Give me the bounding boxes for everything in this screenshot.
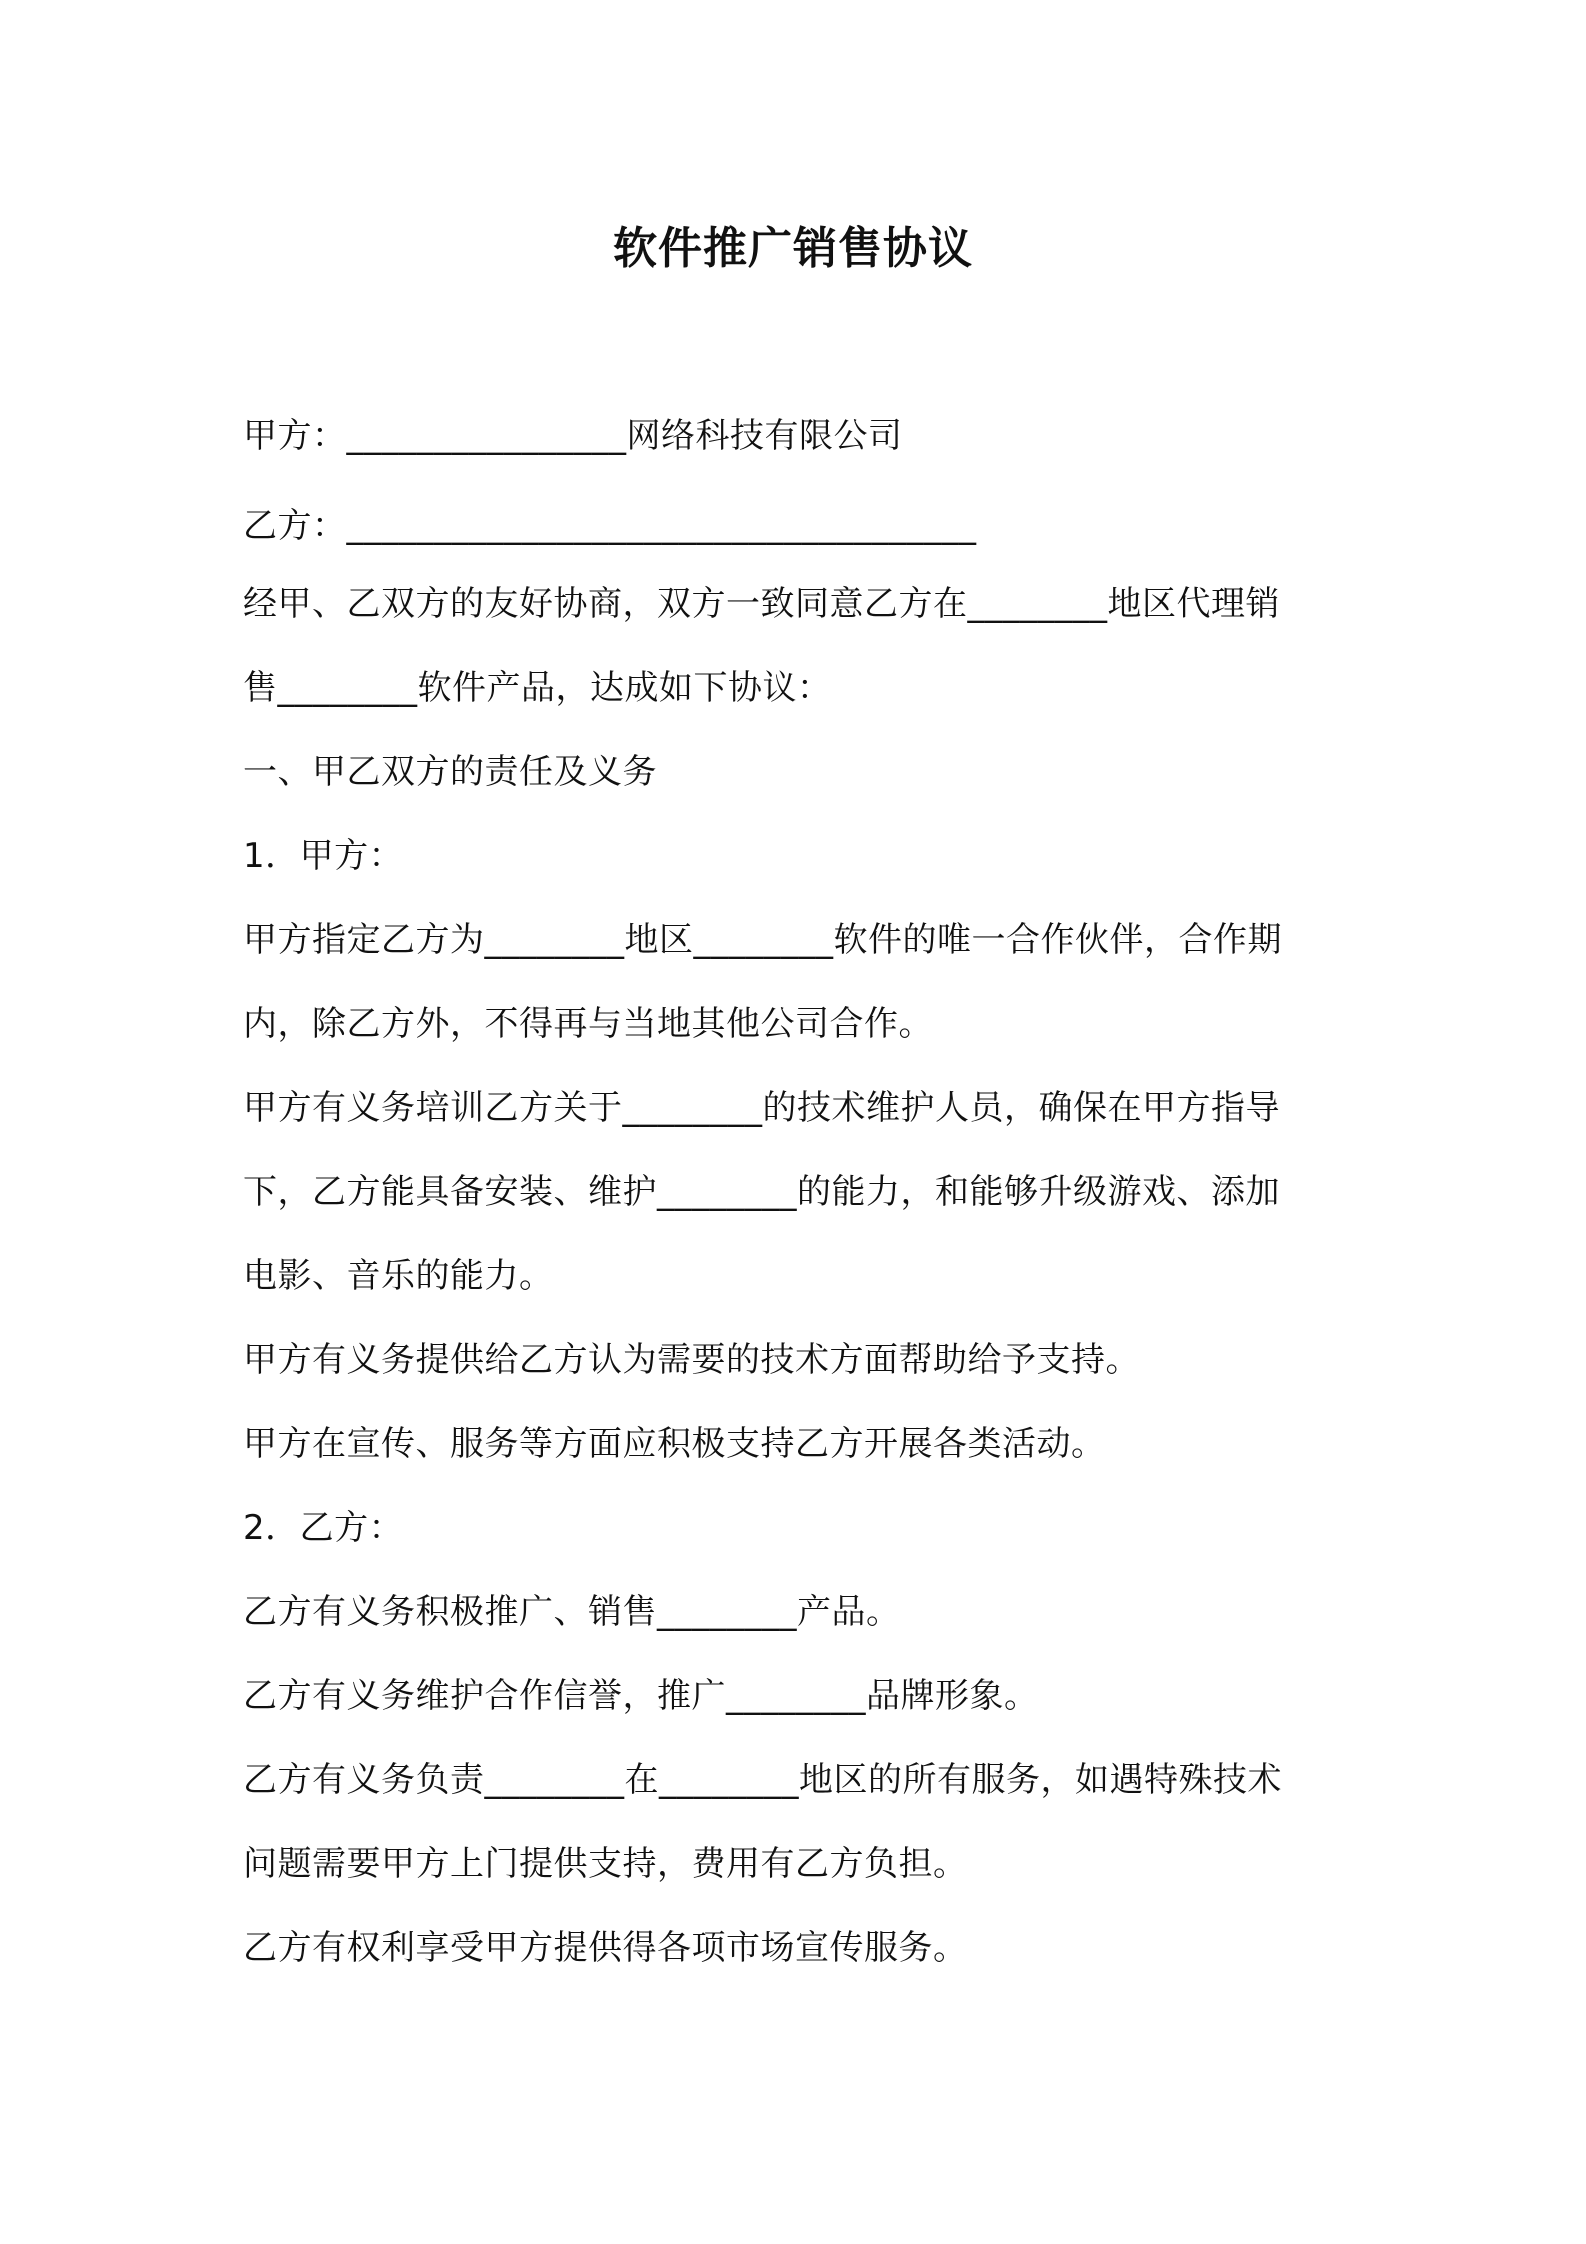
paragraph-line: 下，乙方能具备安装、维护________的能力，和能够升级游戏、添加 [243,1172,1280,1212]
paragraph-line: 问题需要甲方上门提供支持，费用有乙方负担。 [243,1844,968,1884]
subsection-heading: 1．甲方： [243,836,404,876]
party-a-line: 甲方：________________网络科技有限公司 [243,416,903,456]
paragraph-line: 甲方有义务提供给乙方认为需要的技术方面帮助给予支持。 [243,1340,1140,1380]
paragraph-line: 内，除乙方外，不得再与当地其他公司合作。 [243,1004,933,1044]
paragraph-line: 经甲、乙双方的友好协商，双方一致同意乙方在________地区代理销 [243,584,1280,624]
paragraph-line: 售________软件产品，达成如下协议： [243,668,832,708]
section-heading: 一、甲乙双方的责任及义务 [243,752,657,792]
document-title: 软件推广销售协议 [613,223,973,274]
party-b-line: 乙方：____________________________________ [243,506,977,546]
paragraph-line: 乙方有义务负责________在________地区的所有服务，如遇特殊技术 [243,1760,1282,1800]
subsection-heading: 2．乙方： [243,1508,404,1548]
paragraph-line: 乙方有义务积极推广、销售________产品。 [243,1592,901,1632]
paragraph-line: 电影、音乐的能力。 [243,1256,554,1296]
paragraph-line: 甲方在宣传、服务等方面应积极支持乙方开展各类活动。 [243,1424,1106,1464]
paragraph-line: 乙方有权利享受甲方提供得各项市场宣传服务。 [243,1928,968,1968]
paragraph-line: 乙方有义务维护合作信誉，推广________品牌形象。 [243,1676,1039,1716]
paragraph-line: 甲方指定乙方为________地区________软件的唯一合作伙伴，合作期 [243,920,1282,960]
paragraph-line: 甲方有义务培训乙方关于________的技术维护人员，确保在甲方指导 [243,1088,1280,1128]
